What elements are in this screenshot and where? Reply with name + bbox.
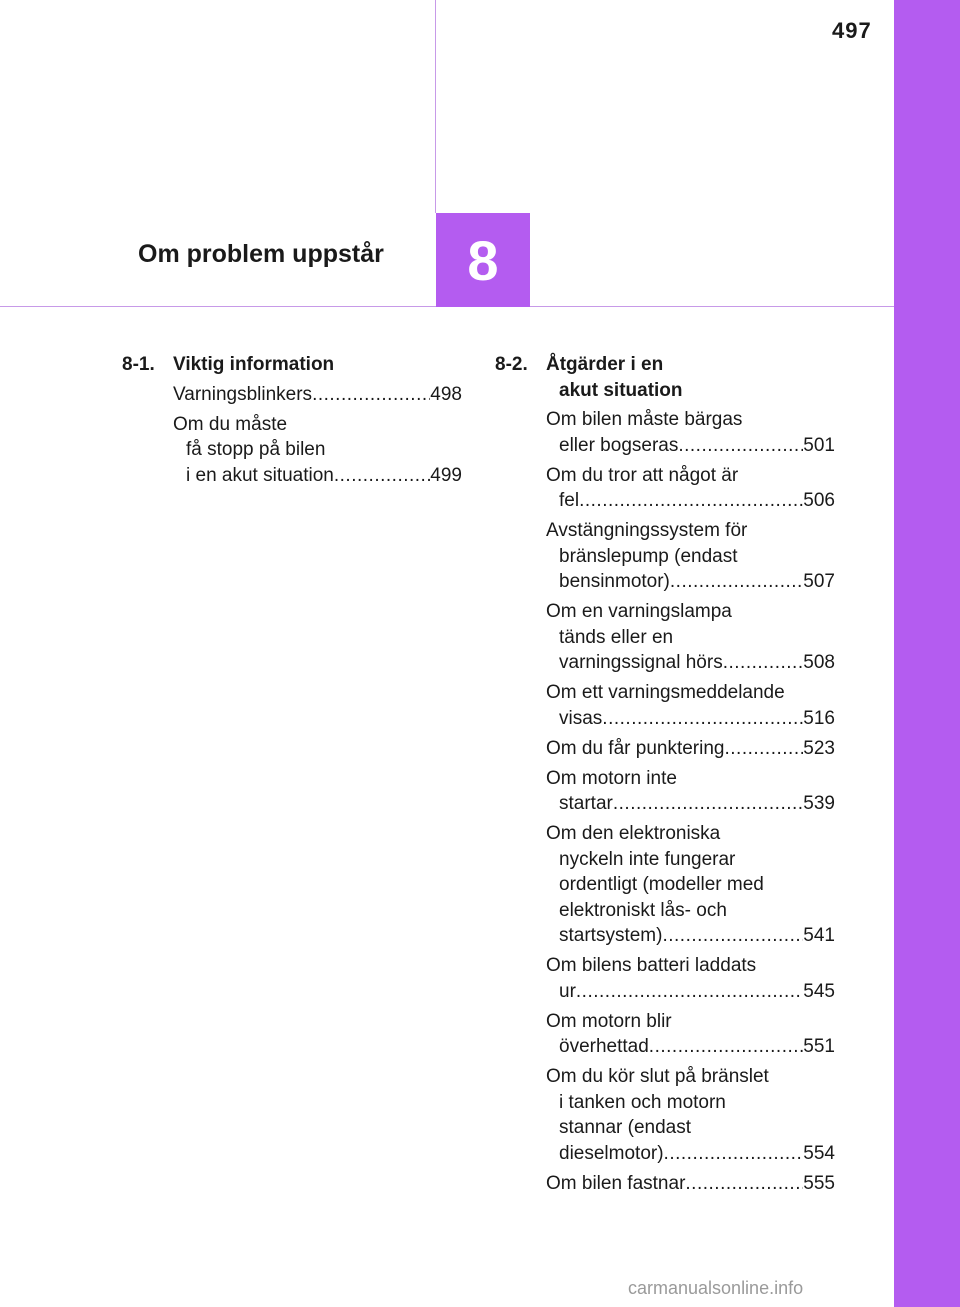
chapter-number: 8: [467, 228, 499, 292]
toc-entry[interactable]: [495, 1064, 835, 1166]
chapter-side-tab: [894, 0, 960, 1307]
toc-entry-line: Varningsblinkers: [173, 383, 313, 405]
toc-entry-line: Avstängningssystem för: [546, 520, 748, 541]
toc-entry-line: elektroniskt lås- och: [559, 899, 727, 921]
toc-page-number: 545: [803, 980, 835, 1002]
toc-entry-line: nyckeln inte fungerar: [559, 848, 736, 870]
toc-entry-text: [546, 1009, 835, 1035]
toc-entry-line: Om en varningslampa: [546, 601, 732, 622]
toc-entry-leader-row: [546, 650, 835, 676]
dot-leader: [579, 488, 803, 514]
toc-entry[interactable]: [495, 1009, 835, 1060]
toc-entry-leader-row: [546, 791, 835, 817]
toc-section-8-2: [495, 352, 835, 1201]
dot-leader: [670, 569, 803, 595]
dot-leader: [576, 979, 803, 1005]
dot-leader: [613, 791, 803, 817]
toc-page-number: 501: [803, 434, 835, 456]
dot-leader: [685, 1171, 803, 1197]
toc-entry-leader-row: [546, 569, 835, 595]
toc-entry-line: Om du måste: [173, 413, 288, 435]
toc-entry[interactable]: [495, 766, 835, 817]
dot-leader: [312, 382, 430, 408]
toc-entry-text: [546, 599, 835, 650]
toc-entry-line: startsystem): [559, 925, 663, 946]
toc-entry-leader-row: [546, 923, 835, 949]
section-number: 8-1.: [122, 354, 155, 375]
toc-entry[interactable]: [495, 821, 835, 949]
toc-page-number: 551: [803, 1036, 835, 1057]
dot-leader: [723, 650, 804, 676]
toc-page-number: 516: [803, 707, 835, 729]
toc-entry[interactable]: [495, 407, 835, 458]
dot-leader: [662, 923, 803, 949]
toc-page-number: 506: [803, 490, 835, 511]
toc-entry[interactable]: [495, 953, 835, 1004]
toc-entry-line: Om ett varningsmeddelande: [546, 682, 785, 703]
toc-page-number: 539: [803, 793, 835, 814]
section-title-line: Viktig information: [173, 354, 335, 375]
toc-page-number: 499: [430, 464, 462, 486]
dot-leader: [664, 1141, 804, 1167]
page-number: 497: [832, 18, 872, 43]
chapter-title: Om problem uppstår: [138, 240, 384, 268]
toc-entry-leader-row: [546, 1171, 835, 1197]
section-title-line: akut situation: [559, 379, 683, 401]
toc-entry[interactable]: [122, 382, 462, 408]
toc-entry-line: Om motorn inte: [546, 767, 677, 789]
toc-entry-line: varningssignal hörs: [559, 652, 723, 673]
toc-entry-line: stannar (endast: [559, 1117, 692, 1138]
toc-entry-line: fel: [559, 490, 580, 511]
toc-entry-leader-row: [546, 706, 835, 732]
toc-entry-line: få stopp på bilen: [186, 439, 326, 460]
toc-entry-line: visas: [559, 707, 603, 729]
toc-entry-line: överhettad: [559, 1036, 649, 1057]
toc-page-number: 554: [803, 1142, 835, 1164]
toc-entry-line: eller bogseras: [559, 434, 679, 456]
toc-entry-line: Om bilen måste bärgas: [546, 409, 743, 430]
section-title: [546, 352, 835, 403]
toc-page-number: 523: [803, 737, 835, 759]
section-title-line: Åtgärder i en: [546, 354, 664, 375]
toc-entry-leader-row: [546, 979, 835, 1005]
toc-entry-leader-row: [546, 488, 835, 514]
toc-entry-line: Om motorn blir: [546, 1010, 672, 1032]
dot-leader: [602, 706, 803, 732]
section-title: [173, 352, 462, 378]
toc-entry-leader-row: [546, 433, 835, 459]
toc-entry-line: bränslepump (endast: [559, 545, 738, 567]
toc-entry-line: i tanken och motorn: [559, 1091, 726, 1113]
section-heading: [495, 352, 835, 403]
toc-entry-text: [546, 680, 835, 706]
dot-leader: [334, 463, 430, 489]
chapter-number-box: [436, 213, 530, 307]
toc-entry[interactable]: [495, 518, 835, 595]
toc-entry-line: bensinmotor): [559, 571, 670, 592]
toc-entry-line: i en akut situation: [186, 464, 334, 486]
toc-page-number: 541: [803, 925, 835, 946]
toc-section-8-1: [122, 352, 462, 493]
toc-entry-leader-row: [173, 463, 462, 489]
toc-entry[interactable]: [495, 463, 835, 514]
toc-entry-text: [546, 518, 835, 569]
section-number: 8-2.: [495, 354, 528, 375]
toc-entry[interactable]: [495, 680, 835, 731]
toc-entry-leader-row: [173, 382, 462, 408]
toc-entry-line: tänds eller en: [559, 626, 674, 648]
toc-entry-text: [173, 412, 462, 463]
toc-page-number: 508: [803, 652, 835, 673]
toc-entry-line: Om bilens batteri laddats: [546, 955, 757, 976]
toc-entry[interactable]: [495, 736, 835, 762]
toc-entry-line: Om bilen fastnar: [546, 1172, 686, 1194]
toc-entry-line: dieselmotor): [559, 1142, 664, 1164]
toc-entry-text: [546, 821, 835, 923]
toc-entry-line: startar: [559, 793, 613, 814]
toc-entry-line: ur: [559, 980, 576, 1002]
watermark: carmanualsonline.info: [628, 1278, 804, 1298]
dot-leader: [678, 433, 803, 459]
header-divider-vertical: [435, 0, 436, 213]
toc-entry[interactable]: [122, 412, 462, 489]
toc-page-number: 507: [803, 571, 835, 592]
dot-leader: [724, 736, 803, 762]
toc-entry-text: [546, 407, 835, 433]
toc-entry[interactable]: [495, 599, 835, 676]
toc-entry-text: [546, 953, 835, 979]
toc-page-number: 555: [803, 1172, 835, 1194]
dot-leader: [649, 1034, 804, 1060]
toc-entry-leader-row: [546, 1034, 835, 1060]
toc-entry[interactable]: [495, 1171, 835, 1197]
toc-entry-text: [546, 766, 835, 792]
toc-entry-line: Om du kör slut på bränslet: [546, 1066, 769, 1087]
toc-page-number: 498: [430, 383, 462, 405]
toc-entry-line: Om du tror att något är: [546, 464, 739, 486]
toc-entry-text: [546, 463, 835, 489]
toc-entry-line: Om du får punktering: [546, 737, 725, 759]
section-heading: [122, 352, 462, 378]
toc-entry-leader-row: [546, 736, 835, 762]
toc-entry-text: [546, 1064, 835, 1141]
toc-entry-leader-row: [546, 1141, 835, 1167]
toc-entry-line: ordentligt (modeller med: [559, 874, 764, 895]
toc-entry-line: Om den elektroniska: [546, 823, 721, 844]
